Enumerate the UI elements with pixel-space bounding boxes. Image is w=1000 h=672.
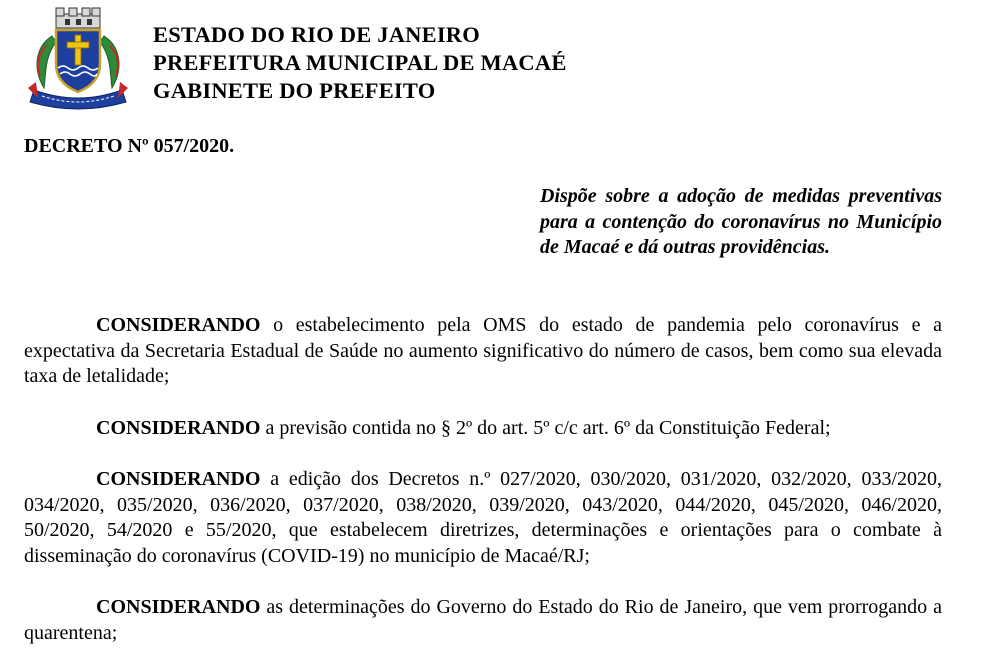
decree-summary: Dispõe sobre a adoção de medidas preventivas para a contenção do coronavírus no Município de Macaé e dá outras providências.: [540, 185, 942, 258]
coat-of-arms-icon: [22, 6, 134, 110]
header-city-hall: PREFEITURA MUNICIPAL DE MACAÉ: [153, 50, 567, 75]
decree-body: [24, 313, 942, 672]
paragraph-2: [24, 416, 942, 442]
document-header: [153, 21, 567, 105]
paragraph-lead: CONSIDERANDO: [96, 314, 261, 336]
paragraph-text: o estabelecimento pela OMS do estado de pandemia pelo coronavírus e a expectativa da Secretaria Estadual de Saúde no aumento significativo do número de casos, bem como sua elevada taxa de letalidade;: [24, 314, 942, 387]
header-state: ESTADO DO RIO DE JANEIRO: [153, 22, 480, 47]
decree-number: DECRETO Nº 057/2020.: [24, 135, 235, 157]
mural-crown-icon: [56, 8, 100, 28]
header-office: GABINETE DO PREFEITO: [153, 78, 436, 103]
paragraph-lead: CONSIDERANDO: [96, 596, 261, 618]
paragraph-text: a previsão contida no § 2º do art. 5º c/c art. 6º da Constituição Federal;: [260, 416, 831, 439]
paragraph-4: [24, 595, 942, 646]
paragraph-text: a edição dos Decretos n.º 027/2020, 030/2020, 031/2020, 032/2020, 033/2020, 034/2020, 035/2020, 036/2020, 037/2020, 038/2020, 039/2020, 043/2020, 044/2020, 045/2020, 046/2020, 50/2020, 54/2020 e 55/2020, que estabelecem diretrizes, determinações e orientações para o combate à disseminação do coronavírus (COVID-19) no município de Macaé/RJ;: [24, 468, 942, 567]
paragraph-3: [24, 467, 942, 569]
paragraph-1: [24, 313, 942, 390]
paragraph-text: as determinações do Governo do Estado do Rio de Janeiro, que vem prorrogando a quarentena;: [24, 596, 942, 644]
paragraph-lead: CONSIDERANDO: [96, 468, 261, 490]
paragraph-lead: CONSIDERANDO: [96, 416, 261, 439]
